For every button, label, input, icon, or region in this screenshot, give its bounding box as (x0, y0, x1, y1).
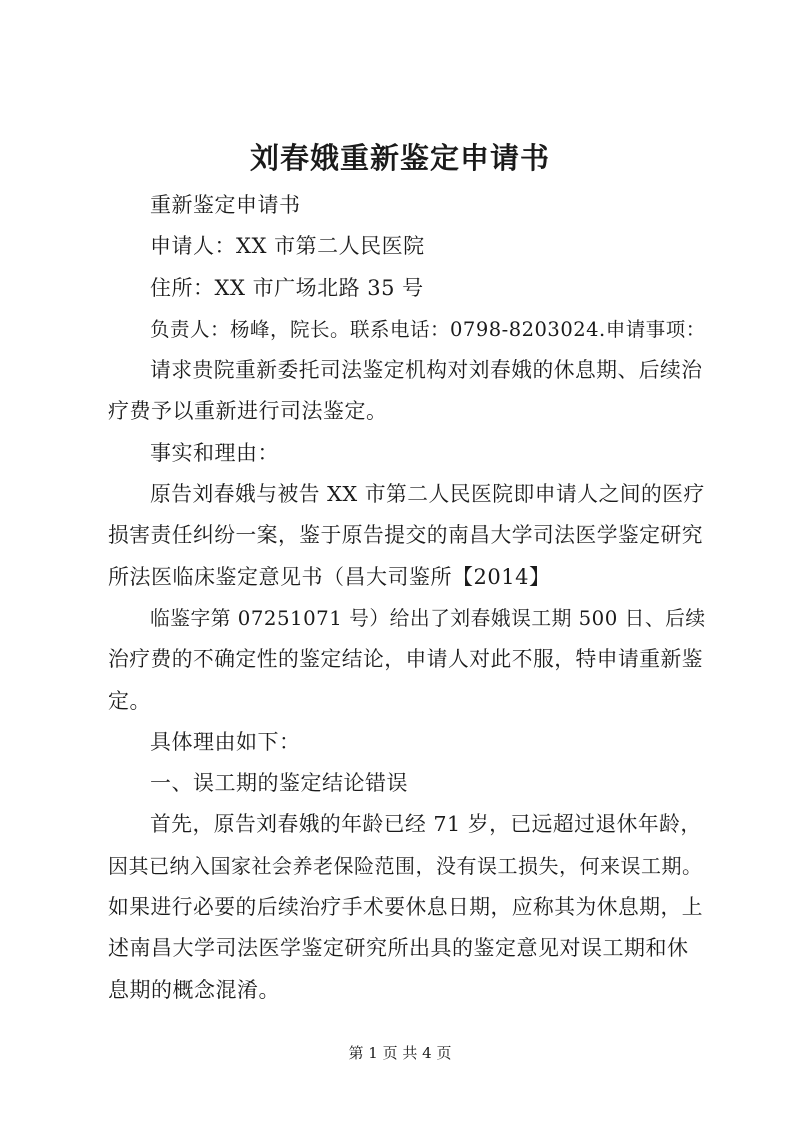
document-line: 重新鉴定申请书 (150, 193, 301, 217)
document-body (108, 185, 706, 1011)
document-title: 刘春娥重新鉴定申请书 (249, 141, 550, 175)
document-line: 一、误工期的鉴定结论错误 (150, 771, 408, 796)
document-line: 事实和理由： (150, 440, 279, 465)
document-line: 治疗费的不确定性的鉴定结论，申请人对此不服，特申请重新鉴 (108, 647, 704, 672)
document-line: 息期的概念混淆。 (108, 977, 280, 1002)
document-line: 因其已纳入国家社会养老保险范围，没有误工损失，何来误工期。 (108, 853, 703, 878)
document-line: 首先，原告刘春娥的年龄已经 71 岁，已远超过退休年龄， (150, 812, 702, 837)
document-line: 损害责任纠纷一案，鉴于原告提交的南昌大学司法医学鉴定研究 (108, 523, 704, 548)
document-line: 定。 (108, 688, 151, 713)
document-line: 请求贵院重新委托司法鉴定机构对刘春娥的休息期、后续治 (150, 358, 703, 383)
document-line: 述南昌大学司法医学鉴定研究所出具的鉴定意见对误工期和休 (108, 936, 689, 961)
document-line: 如果进行必要的后续治疗手术要休息日期，应称其为休息期，上 (108, 895, 704, 920)
document-line: 疗费予以重新进行司法鉴定。 (108, 399, 388, 424)
document-line: 所法医临床鉴定意见书（昌大司鉴所【2014】 (108, 564, 551, 589)
document-line: 原告刘春娥与被告 XX 市第二人民医院即申请人之间的医疗 (150, 482, 705, 507)
document-line: 负责人：杨峰，院长。联系电话：0798-8203024.申请事项： (150, 317, 706, 341)
document-line: 住所：XX 市广场北路 35 号 (150, 275, 424, 300)
page-footer: 第 1 页 共 4 页 (348, 1044, 452, 1062)
document-line: 申请人：XX 市第二人民医院 (150, 234, 425, 259)
document-line: 具体理由如下： (150, 729, 301, 754)
document-line: 临鉴字第 07251071 号）给出了刘春娥误工期 500 日、后续 (150, 606, 706, 630)
